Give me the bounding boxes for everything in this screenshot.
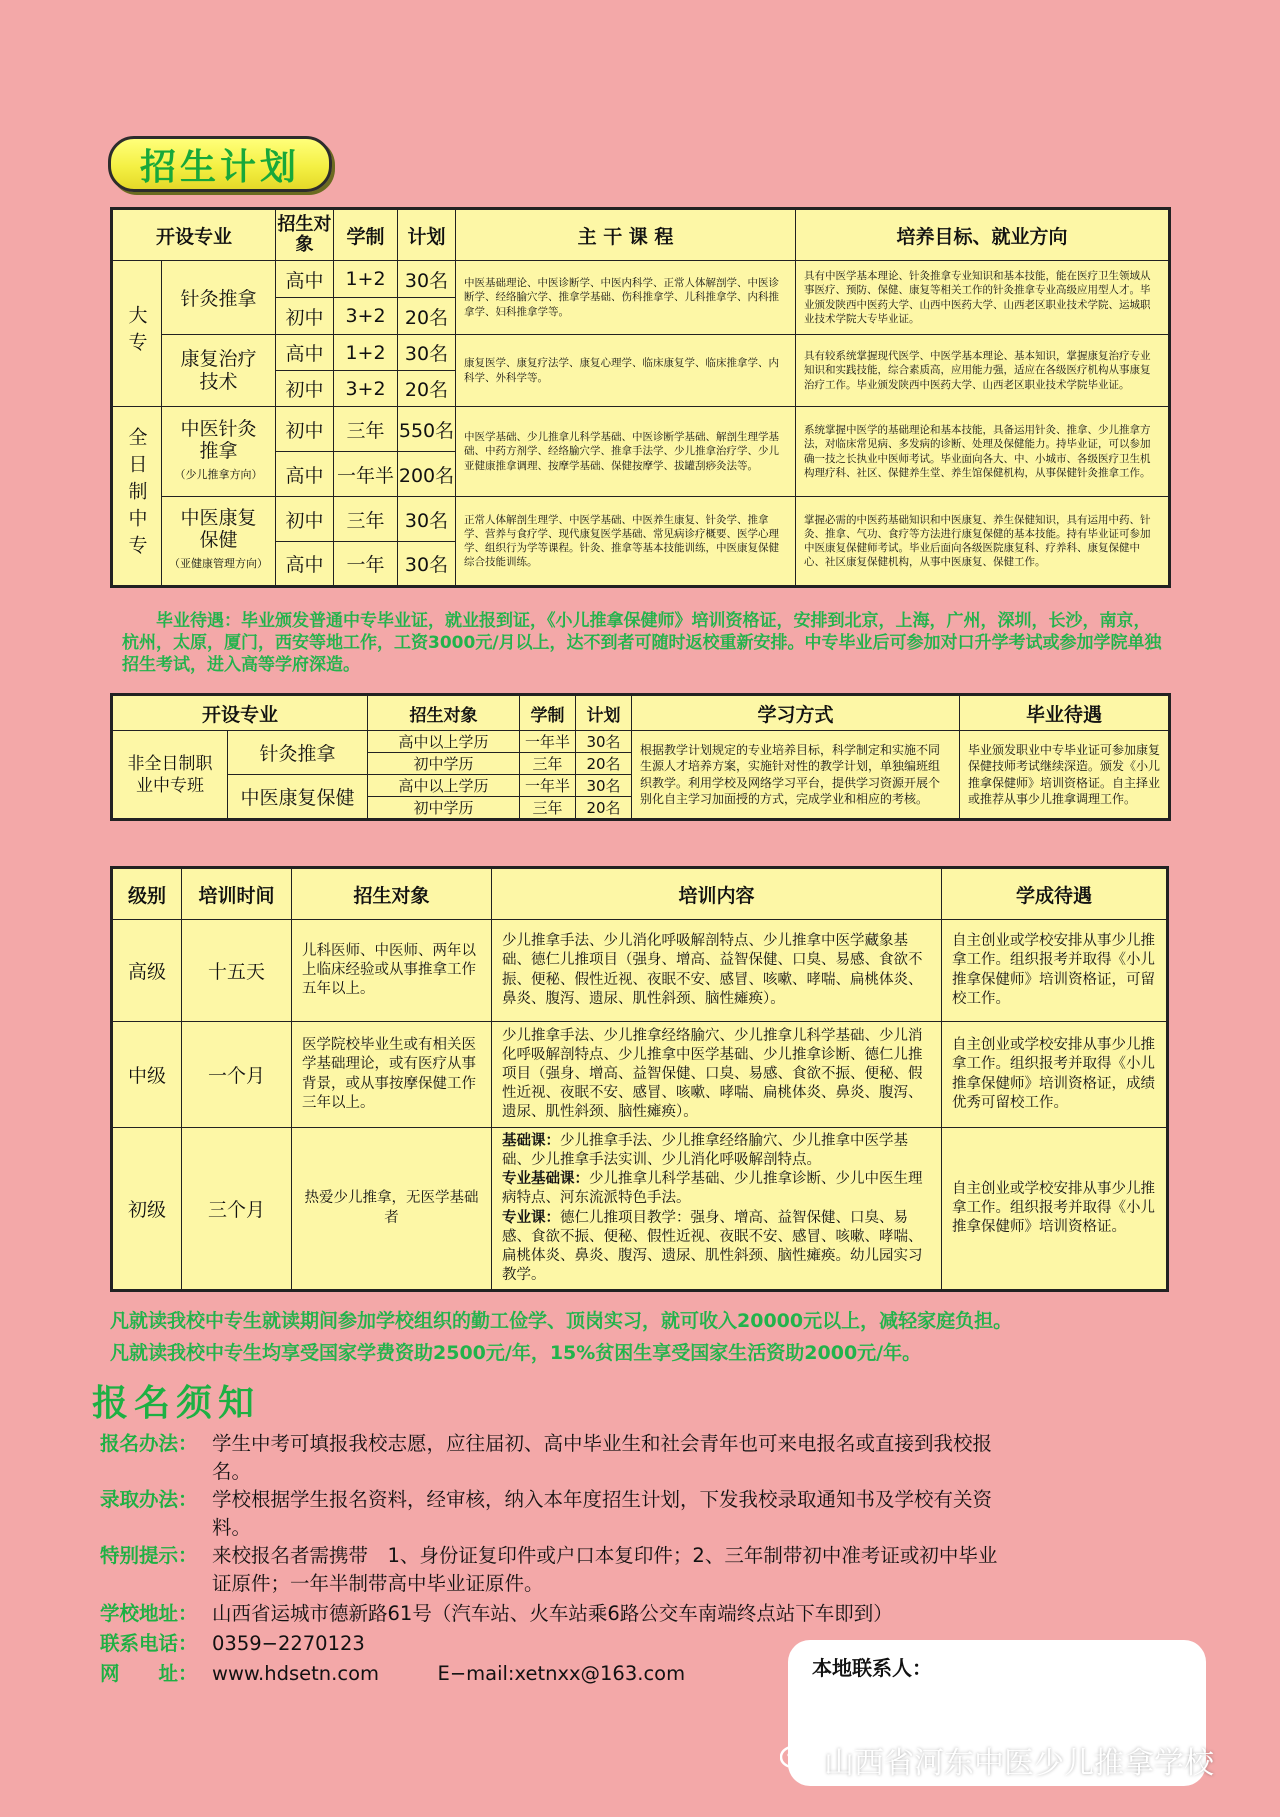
full-time-plan-table bbox=[110, 207, 1171, 588]
header-years: 学制 bbox=[334, 209, 398, 261]
work-study-notice: 凡就读我校中专生就读期间参加学校组织的勤工俭学、顶岗实习，就可收入20000元以上，减轻家庭负担。 bbox=[110, 1310, 1013, 1332]
target: 初中 bbox=[276, 371, 334, 407]
content bbox=[492, 1128, 942, 1291]
graduation-treat: 毕业颁发职业中专毕业证可参加康复保健技师考试继续深造。颁发《小儿推拿保健师》培训资格证。自主择业或推荐从事少儿推拿调理工作。 bbox=[960, 731, 1170, 820]
table-row bbox=[112, 1022, 1168, 1128]
years: 三年 bbox=[334, 497, 398, 542]
time: 一个月 bbox=[182, 1022, 292, 1128]
major-name: 康复治疗技术 bbox=[162, 335, 276, 407]
plan: 200名 bbox=[398, 452, 456, 497]
header-target: 招生对象 bbox=[368, 695, 520, 731]
time: 十五天 bbox=[182, 920, 292, 1022]
years: 三年 bbox=[520, 797, 576, 820]
graduation-notice: 毕业待遇：毕业颁发普通中专毕业证，就业报到证，《小儿推拿保健师》培训资格证，安排到北京，上海，广州，深圳，长沙，南京，杭州，太原，厦门，西安等地工作，工资3000元/月以上，达不到者可随时返校重新安排。中专毕业后可参加对口升学考试或参加学院单独招生考试，进入高等学府深造。 bbox=[122, 611, 1162, 675]
result: 自主创业或学校安排从事少儿推拿工作。组织报考并取得《小儿推拿保健师》培训资格证，成绩优秀可留校工作。 bbox=[942, 1022, 1168, 1128]
target: 医学院校毕业生或有相关医学基础理论，或有医疗从事背景，或从事按摩保健工作三年以上。 bbox=[292, 1022, 492, 1128]
header-plan: 计划 bbox=[576, 695, 632, 731]
group-label: 全日制中专 bbox=[112, 407, 162, 587]
plan: 20名 bbox=[576, 797, 632, 820]
years: 一年半 bbox=[520, 775, 576, 797]
years: 三年 bbox=[334, 407, 398, 452]
admission-method: 录取办法： 学校根据学生报名资料，经审核，纳入本年度招生计划，下发我校录取通知书及学校有关资料。 bbox=[100, 1488, 993, 1539]
target: 初中 bbox=[276, 298, 334, 335]
plan: 30名 bbox=[576, 731, 632, 753]
contact-phone: 联系电话： 0359−2270123 bbox=[100, 1632, 365, 1655]
header-target: 招生对象 bbox=[276, 209, 334, 261]
header-major: 开设专业 bbox=[112, 695, 368, 731]
header-study: 学习方式 bbox=[632, 695, 960, 731]
table-row bbox=[112, 407, 1170, 452]
years: 三年 bbox=[520, 753, 576, 775]
part-time-table bbox=[110, 693, 1171, 821]
years: 3+2 bbox=[334, 371, 398, 407]
subsidy-notice: 凡就读我校中专生均享受国家学费资助2500元/年，15%贫困生享受国家生活资助2000元/年。 bbox=[110, 1342, 922, 1364]
plan: 20名 bbox=[576, 753, 632, 775]
table-row bbox=[112, 261, 1170, 298]
goal: 具有中医学基本理论、针灸推拿专业知识和基本技能，能在医疗卫生领域从事医疗、预防、保健、康复等相关工作的针灸推拿专业高级应用型人才。毕业颁发陕西中医药大学、山西中医药大学、山西老区职业技术学院、运城职业技术学院大专毕业证。 bbox=[796, 261, 1170, 335]
group-label: 大专 bbox=[112, 261, 162, 407]
table-row bbox=[112, 1128, 1168, 1291]
table-header-row bbox=[112, 695, 1170, 731]
group-label: 非全日制职业中专班 bbox=[112, 731, 228, 820]
major-name: 中医康复保健 bbox=[228, 775, 368, 820]
major-note: （亚健康管理方向） bbox=[169, 557, 268, 570]
target: 热爱少儿推拿，无医学基础者 bbox=[292, 1128, 492, 1291]
level: 高级 bbox=[112, 920, 182, 1022]
years: 3+2 bbox=[334, 298, 398, 335]
major-name: 中医康复保健 （亚健康管理方向） bbox=[162, 497, 276, 587]
table-header-row bbox=[112, 868, 1168, 920]
content-part: 基础课：少儿推拿手法、少儿推拿经络腧穴、少儿推拿中医学基础、少儿推拿手法实训、少儿消化呼吸解剖特点。 bbox=[502, 1133, 908, 1169]
target: 初中学历 bbox=[368, 753, 520, 775]
header-years: 学制 bbox=[520, 695, 576, 731]
header-result: 学成待遇 bbox=[942, 868, 1168, 920]
years: 一年 bbox=[334, 542, 398, 587]
level: 中级 bbox=[112, 1022, 182, 1128]
target: 高中 bbox=[276, 261, 334, 298]
registration-method: 报名办法： 学生中考可填报我校志愿，应往届初、高中毕业生和社会青年也可来电报名或直接到我校报名。 bbox=[100, 1432, 993, 1483]
watermark-text: 山西省河东中医少儿推拿学校 bbox=[824, 1746, 1214, 1781]
header-content: 培训内容 bbox=[492, 868, 942, 920]
courses: 中医基础理论、中医诊断学、中医内科学、正常人体解剖学、中医诊断学、经络腧穴学、推拿学基础、伤科推拿学、儿科推拿学、内科推拿学、妇科推拿学等。 bbox=[456, 261, 796, 335]
target: 儿科医师、中医师、两年以上临床经验或从事推拿工作五年以上。 bbox=[292, 920, 492, 1022]
section-title: 招生计划 bbox=[108, 136, 332, 192]
plan: 20名 bbox=[398, 298, 456, 335]
major-note: （少儿推拿方向） bbox=[174, 467, 263, 481]
level: 初级 bbox=[112, 1128, 182, 1291]
header-goal: 培养目标、就业方向 bbox=[796, 209, 1170, 261]
table-row bbox=[112, 920, 1168, 1022]
target: 高中 bbox=[276, 452, 334, 497]
content: 少儿推拿手法、少儿推拿经络腧穴、少儿推拿儿科学基础、少儿消化呼吸解剖特点、少儿推拿中医学基础、少儿推拿诊断、德仁儿推项目（强身、增高、益智保健、口臭、易感、食欲不振、便秘、假性近视、夜眠不安、感冒、咳嗽、哮喘、扁桃体炎、鼻炎、腹泻、遗尿、肌性斜颈、脑性瘫痪）。 bbox=[492, 1022, 942, 1128]
table-row bbox=[112, 497, 1170, 542]
target: 高中 bbox=[276, 542, 334, 587]
header-level: 级别 bbox=[112, 868, 182, 920]
target: 高中以上学历 bbox=[368, 775, 520, 797]
time: 三个月 bbox=[182, 1128, 292, 1291]
major-name: 针灸推拿 bbox=[162, 261, 276, 335]
content-part: 专业课：德仁儿推项目教学：强身、增高、益智保健、口臭、易感、食欲不振、便秘、假性近视、夜眠不安、感冒、咳嗽、哮喘、扁桃体炎、鼻炎、腹泻、遗尿、肌性斜颈、脑性瘫痪。幼儿园实习教学。 bbox=[502, 1209, 923, 1283]
plan: 30名 bbox=[398, 542, 456, 587]
plan: 20名 bbox=[398, 371, 456, 407]
header-major: 开设专业 bbox=[112, 209, 276, 261]
years: 1+2 bbox=[334, 335, 398, 371]
plan: 30名 bbox=[398, 497, 456, 542]
wechat-icon bbox=[780, 1745, 816, 1775]
training-table bbox=[110, 866, 1169, 1292]
target: 初中 bbox=[276, 497, 334, 542]
registration-title: 报名须知 bbox=[92, 1383, 261, 1424]
courses: 中医学基础、少儿推拿儿科学基础、中医诊断学基础、解剖生理学基础、中药方剂学、经络腧穴学、推拿手法学、少儿推拿治疗学、少儿亚健康推拿调理、按摩学基础、保健按摩学、拔罐刮痧灸法等。 bbox=[456, 407, 796, 497]
table-row bbox=[112, 731, 1170, 753]
target: 初中 bbox=[276, 407, 334, 452]
plan: 550名 bbox=[398, 407, 456, 452]
result: 自主创业或学校安排从事少儿推拿工作。组织报考并取得《小儿推拿保健师》培训资格证，可留校工作。 bbox=[942, 920, 1168, 1022]
target: 高中 bbox=[276, 335, 334, 371]
special-notice: 特别提示： 来校报名者需携带 1、身份证复印件或户口本复印件；2、三年制带初中准考证或初中毕业证原件；一年半制带高中毕业证原件。 bbox=[100, 1544, 998, 1595]
table-header-row bbox=[112, 209, 1170, 261]
table-row bbox=[112, 335, 1170, 371]
header-target: 招生对象 bbox=[292, 868, 492, 920]
goal: 掌握必需的中医药基础知识和中医康复、养生保健知识，具有运用中药、针灸、推拿、气功、食疗等方法进行康复保健的基本技能。持有毕业证可参加中医康复保健师考试。毕业后面向各级医院康复科、疗养科、康复保健中心、社区康复保健机构，从事中医康复、保健工作。 bbox=[796, 497, 1170, 587]
header-time: 培训时间 bbox=[182, 868, 292, 920]
website: 网 址： www.hdsetn.com E−mail:xetnxx@163.com bbox=[100, 1662, 686, 1685]
goal: 系统掌握中医学的基础理论和基本技能，具备运用针灸、推拿、少儿推拿方法，对临床常见病、多发病的诊断、处理及保健能力。持毕业证，可以参加确一技之长执业中医师考试。毕业面向各大、中、小城市、各级医疗卫生机构理疗科、社区、保健养生堂、养生馆保健机构，从事保健针灸推拿工作。 bbox=[796, 407, 1170, 497]
years: 一年半 bbox=[520, 731, 576, 753]
courses: 康复医学、康复疗法学、康复心理学、临床康复学、临床推拿学、内科学、外科学等。 bbox=[456, 335, 796, 407]
watermark bbox=[780, 1738, 1214, 1782]
goal: 具有较系统掌握现代医学、中医学基本理论、基本知识，掌握康复治疗专业知识和实践技能，综合素质高，应用能力强，适应在各级医疗机构从事康复治疗工作。毕业颁发陕西中医药大学、山西老区职业技术学院毕业证。 bbox=[796, 335, 1170, 407]
target: 高中以上学历 bbox=[368, 731, 520, 753]
plan: 30名 bbox=[576, 775, 632, 797]
major-name: 中医针灸推拿 （少儿推拿方向） bbox=[162, 407, 276, 497]
school-address: 学校地址： 山西省运城市德新路61号（汽车站、火车站乘6路公交车南端终点站下车即到） bbox=[100, 1602, 893, 1625]
years: 1+2 bbox=[334, 261, 398, 298]
local-contact-label: 本地联系人： bbox=[812, 1656, 932, 1680]
plan: 30名 bbox=[398, 335, 456, 371]
courses: 正常人体解剖生理学、中医学基础、中医养生康复、针灸学、推拿学、营养与食疗学、现代康复医学基础、常见病诊疗概要、医学心理学、组织行为学等课程。针灸、推拿等基本技能训练，中医康复保健综合技能训练。 bbox=[456, 497, 796, 587]
header-plan: 计划 bbox=[398, 209, 456, 261]
content: 少儿推拿手法、少儿消化呼吸解剖特点、少儿推拿中医学藏象基础、德仁儿推项目（强身、增高、益智保健、口臭、易感、食欲不振、便秘、假性近视、夜眠不安、感冒、咳嗽、哮喘、扁桃体炎、鼻炎、腹泻、遗尿、肌性斜颈、脑性瘫痪）。 bbox=[492, 920, 942, 1022]
content-part: 专业基础课：少儿推拿儿科学基础、少儿推拿诊断、少儿中医生理病特点、河东流派特色手法。 bbox=[502, 1171, 923, 1207]
major-name: 针灸推拿 bbox=[228, 731, 368, 775]
study-method: 根据教学计划规定的专业培养目标，科学制定和实施不同生源人才培养方案，实施针对性的教学计划，单独编班组织教学。利用学校及网络学习平台，提供学习资源开展个别化自主学习加面授的方式，完成学业和相应的考核。 bbox=[632, 731, 960, 820]
target: 初中学历 bbox=[368, 797, 520, 820]
plan: 30名 bbox=[398, 261, 456, 298]
result: 自主创业或学校安排从事少儿推拿工作。组织报考并取得《小儿推拿保健师》培训资格证。 bbox=[942, 1128, 1168, 1291]
years: 一年半 bbox=[334, 452, 398, 497]
header-courses: 主 干 课 程 bbox=[456, 209, 796, 261]
header-treat: 毕业待遇 bbox=[960, 695, 1170, 731]
